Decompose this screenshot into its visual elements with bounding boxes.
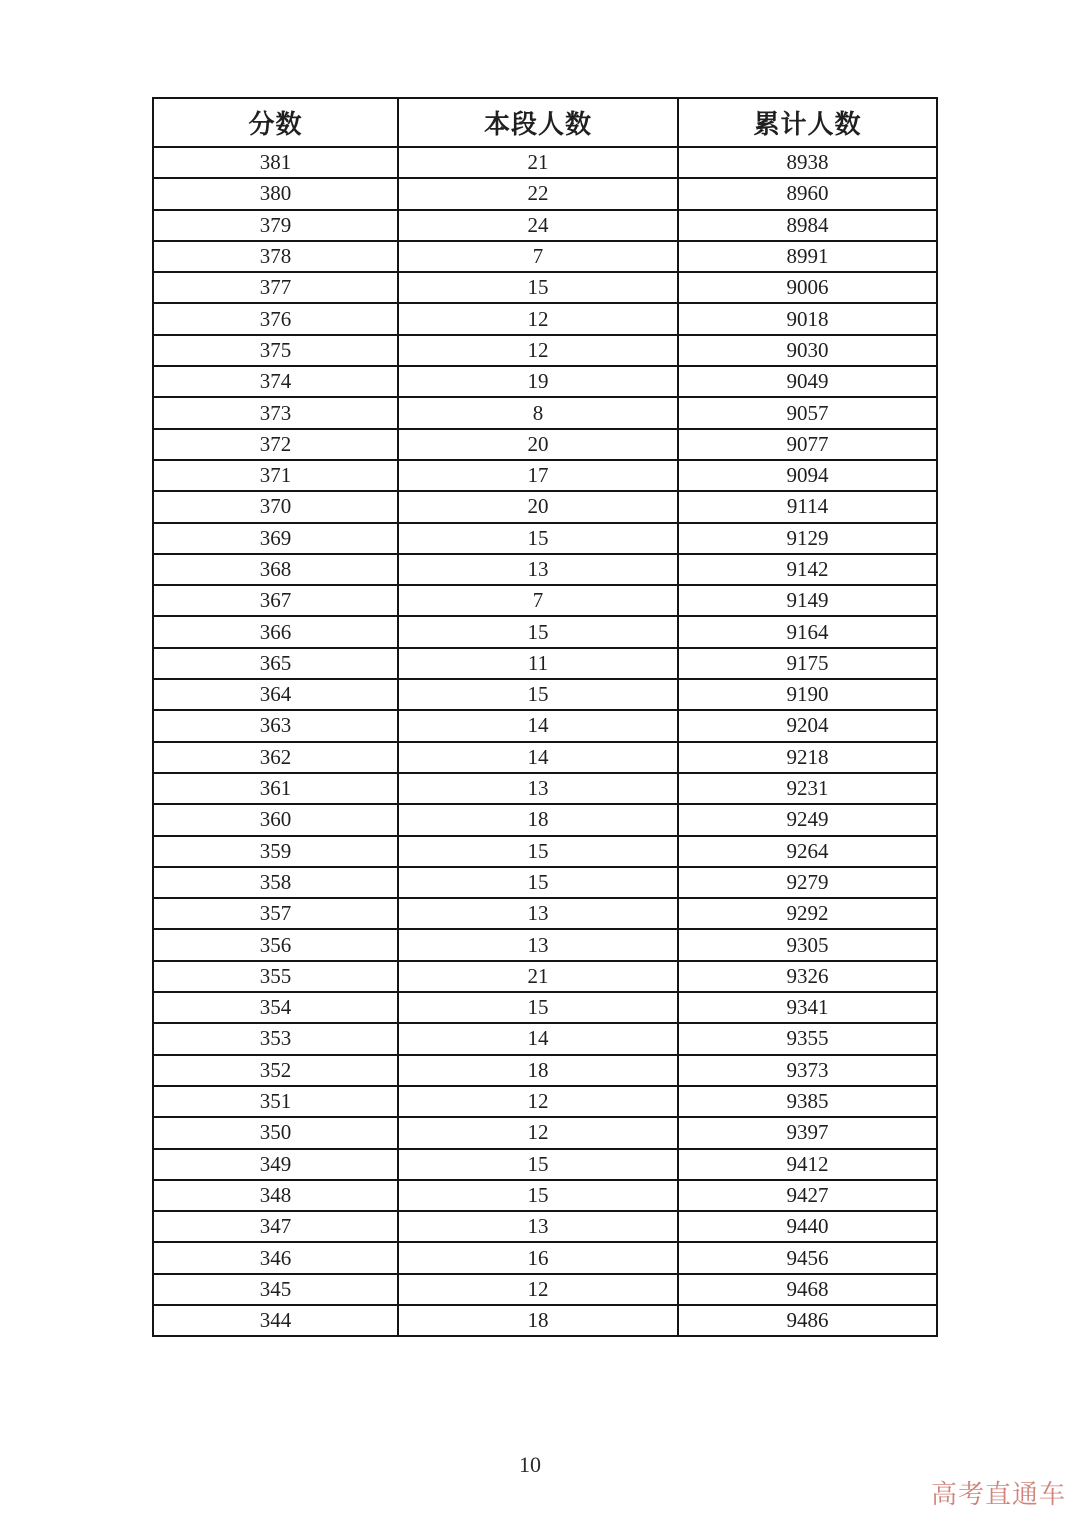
table-row: [153, 429, 937, 460]
table-row: [153, 491, 937, 522]
table-row: [153, 366, 937, 397]
table-cell: 14: [398, 1023, 678, 1054]
table-cell: 344: [153, 1305, 398, 1336]
table-cell: 15: [398, 1180, 678, 1211]
table-row: [153, 992, 937, 1023]
table-cell: 9412: [678, 1149, 937, 1180]
table-cell: 350: [153, 1117, 398, 1148]
table-cell: 358: [153, 867, 398, 898]
table-cell: 9341: [678, 992, 937, 1023]
table-cell: 364: [153, 679, 398, 710]
table-cell: 381: [153, 147, 398, 178]
table-row: [153, 742, 937, 773]
table-row: [153, 1180, 937, 1211]
table-cell: 371: [153, 460, 398, 491]
table-row: [153, 616, 937, 647]
table-cell: 18: [398, 1055, 678, 1086]
table-header-row: [153, 98, 937, 147]
table-cell: 9279: [678, 867, 937, 898]
table-cell: 379: [153, 210, 398, 241]
table-row: [153, 898, 937, 929]
table-cell: 367: [153, 585, 398, 616]
table-cell: 372: [153, 429, 398, 460]
table-cell: 9305: [678, 929, 937, 960]
table-row: [153, 773, 937, 804]
table-cell: 376: [153, 303, 398, 334]
table-cell: 9385: [678, 1086, 937, 1117]
table-row: [153, 272, 937, 303]
table-row: [153, 648, 937, 679]
table-row: [153, 1023, 937, 1054]
table-row: [153, 1086, 937, 1117]
table-cell: 9373: [678, 1055, 937, 1086]
table-cell: 9190: [678, 679, 937, 710]
table-row: [153, 867, 937, 898]
table-cell: 349: [153, 1149, 398, 1180]
table-cell: 370: [153, 491, 398, 522]
table-row: [153, 710, 937, 741]
table-row: [153, 397, 937, 428]
table-cell: 345: [153, 1274, 398, 1305]
table-cell: 373: [153, 397, 398, 428]
table-row: [153, 1149, 937, 1180]
table-cell: 12: [398, 1117, 678, 1148]
header-score: 分数: [153, 98, 398, 147]
table-cell: 13: [398, 929, 678, 960]
table-cell: 19: [398, 366, 678, 397]
table-cell: 375: [153, 335, 398, 366]
table-cell: 8: [398, 397, 678, 428]
table-cell: 9057: [678, 397, 937, 428]
table-cell: 377: [153, 272, 398, 303]
table-cell: 15: [398, 272, 678, 303]
table-row: [153, 335, 937, 366]
table-cell: 7: [398, 585, 678, 616]
table-row: [153, 241, 937, 272]
table-cell: 355: [153, 961, 398, 992]
table-cell: 9440: [678, 1211, 937, 1242]
table-cell: 9164: [678, 616, 937, 647]
table-cell: 9204: [678, 710, 937, 741]
table-cell: 362: [153, 742, 398, 773]
table-cell: 15: [398, 992, 678, 1023]
table-cell: 9218: [678, 742, 937, 773]
table-cell: 365: [153, 648, 398, 679]
table-cell: 9129: [678, 523, 937, 554]
table-row: [153, 1117, 937, 1148]
table-cell: 9077: [678, 429, 937, 460]
table-cell: 8938: [678, 147, 937, 178]
table-row: [153, 1274, 937, 1305]
table-cell: 351: [153, 1086, 398, 1117]
table-cell: 13: [398, 898, 678, 929]
table-cell: 9427: [678, 1180, 937, 1211]
table-cell: 8991: [678, 241, 937, 272]
table-cell: 21: [398, 147, 678, 178]
table-cell: 359: [153, 836, 398, 867]
table-cell: 363: [153, 710, 398, 741]
table-row: [153, 585, 937, 616]
table-cell: 356: [153, 929, 398, 960]
table-cell: 12: [398, 1274, 678, 1305]
table-cell: 9049: [678, 366, 937, 397]
table-cell: 9006: [678, 272, 937, 303]
table-cell: 12: [398, 303, 678, 334]
table-cell: 24: [398, 210, 678, 241]
table-cell: 369: [153, 523, 398, 554]
table-row: [153, 961, 937, 992]
table-row: [153, 147, 937, 178]
table-cell: 380: [153, 178, 398, 209]
table-cell: 9231: [678, 773, 937, 804]
table-cell: 21: [398, 961, 678, 992]
table-cell: 9292: [678, 898, 937, 929]
table-cell: 9249: [678, 804, 937, 835]
score-distribution-table: [152, 97, 938, 1337]
table-cell: 13: [398, 773, 678, 804]
table-row: [153, 836, 937, 867]
table-cell: 7: [398, 241, 678, 272]
table-cell: 9397: [678, 1117, 937, 1148]
table-cell: 9326: [678, 961, 937, 992]
table-row: [153, 679, 937, 710]
table-row: [153, 303, 937, 334]
table-cell: 18: [398, 804, 678, 835]
table-row: [153, 554, 937, 585]
table-cell: 9094: [678, 460, 937, 491]
table-cell: 9030: [678, 335, 937, 366]
table-cell: 17: [398, 460, 678, 491]
table-cell: 361: [153, 773, 398, 804]
table-cell: 11: [398, 648, 678, 679]
table-cell: 15: [398, 523, 678, 554]
table-cell: 15: [398, 867, 678, 898]
table-row: [153, 178, 937, 209]
table-cell: 9264: [678, 836, 937, 867]
table-cell: 374: [153, 366, 398, 397]
table-cell: 353: [153, 1023, 398, 1054]
table-row: [153, 210, 937, 241]
table-cell: 9468: [678, 1274, 937, 1305]
table-row: [153, 929, 937, 960]
table-cell: 348: [153, 1180, 398, 1211]
table-cell: 22: [398, 178, 678, 209]
table-cell: 9114: [678, 491, 937, 522]
table-cell: 8960: [678, 178, 937, 209]
score-table-body: [153, 147, 937, 1336]
header-cumulative-count: 累计人数: [678, 98, 937, 147]
table-cell: 16: [398, 1242, 678, 1273]
table-row: [153, 1055, 937, 1086]
table-cell: 15: [398, 679, 678, 710]
table-cell: 368: [153, 554, 398, 585]
table-cell: 9486: [678, 1305, 937, 1336]
table-cell: 347: [153, 1211, 398, 1242]
table-cell: 20: [398, 429, 678, 460]
table-cell: 15: [398, 836, 678, 867]
table-cell: 15: [398, 616, 678, 647]
table-cell: 14: [398, 742, 678, 773]
table-row: [153, 523, 937, 554]
table-row: [153, 1305, 937, 1336]
table-cell: 12: [398, 1086, 678, 1117]
table-cell: 354: [153, 992, 398, 1023]
table-row: [153, 804, 937, 835]
table-cell: 13: [398, 1211, 678, 1242]
table-row: [153, 1242, 937, 1273]
table-cell: 346: [153, 1242, 398, 1273]
table-cell: 9142: [678, 554, 937, 585]
table-cell: 378: [153, 241, 398, 272]
table-cell: 14: [398, 710, 678, 741]
table-cell: 9355: [678, 1023, 937, 1054]
table-row: [153, 1211, 937, 1242]
table-cell: 13: [398, 554, 678, 585]
table-cell: 15: [398, 1149, 678, 1180]
table-cell: 9456: [678, 1242, 937, 1273]
header-segment-count: 本段人数: [398, 98, 678, 147]
page-number: 10: [519, 1452, 541, 1477]
table-cell: 360: [153, 804, 398, 835]
table-cell: 352: [153, 1055, 398, 1086]
table-row: [153, 460, 937, 491]
watermark-text: 高考直通车: [930, 1480, 1066, 1509]
table-cell: 9018: [678, 303, 937, 334]
table-cell: 20: [398, 491, 678, 522]
table-cell: 9149: [678, 585, 937, 616]
table-cell: 12: [398, 335, 678, 366]
table-cell: 366: [153, 616, 398, 647]
table-cell: 9175: [678, 648, 937, 679]
table-cell: 18: [398, 1305, 678, 1336]
table-cell: 357: [153, 898, 398, 929]
table-cell: 8984: [678, 210, 937, 241]
